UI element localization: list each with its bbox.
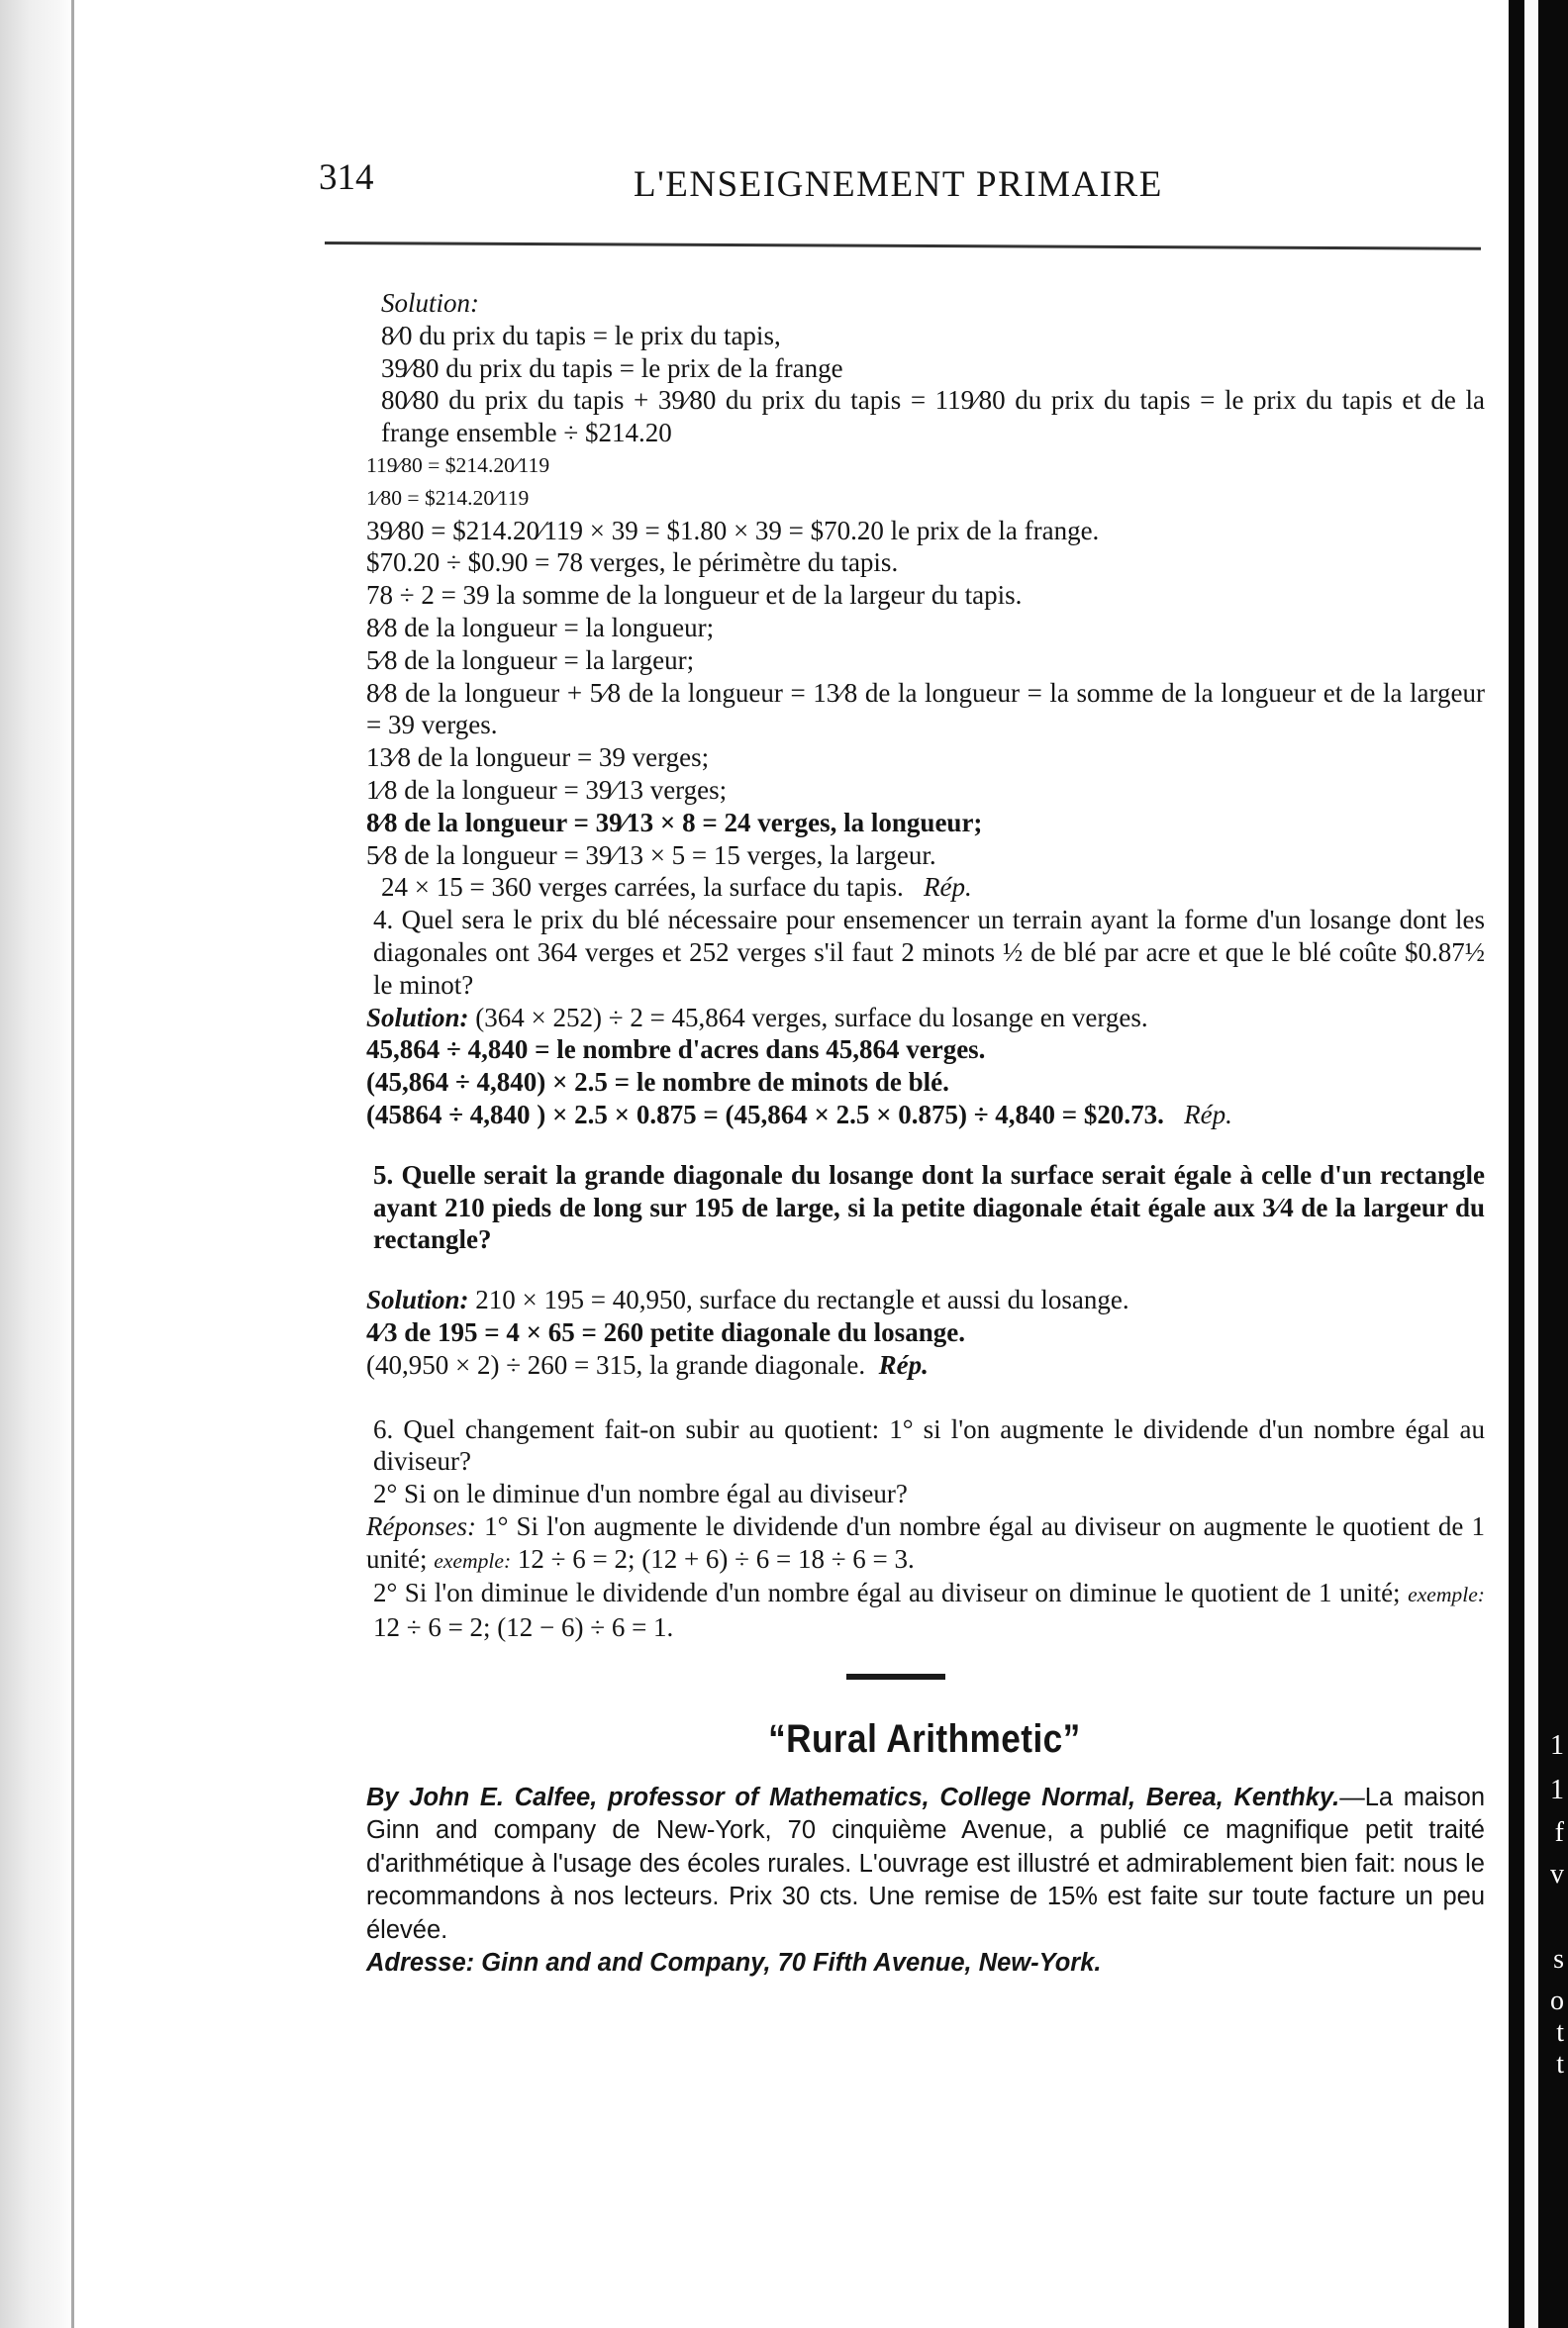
problem-4 <box>312 904 1485 1131</box>
edge-fragment: o <box>1550 1986 1564 2016</box>
solution-line: (364 × 252) ÷ 2 = 45,864 verges, surface du losange en verges. <box>475 1002 1148 1032</box>
solution-label: Solution: <box>366 1002 469 1032</box>
problem-question: 2° Si on le diminue d'un nombre égal au diviseur? <box>373 1479 908 1509</box>
header-rule <box>325 242 1481 250</box>
advert-text: —La maison Ginn and company de New-York, 70 cinquième Avenue, a publié ce magnifique petit traité d'arithmétique à l'usage des écoles rurales. L'ouvrage est illustré et admirablement bien fait: nous le recommandons à nos lecteurs. Prix 30 cts. Une remise de 15% est faite sur toute facture un peu élevée. <box>366 1783 1486 1944</box>
answers-label: Réponses: <box>366 1510 476 1541</box>
example-label: exemple: <box>1408 1583 1485 1607</box>
edge-fragment: 1 <box>1550 1730 1564 1761</box>
solution-line: 8⁄8 de la longueur = 39⁄13 × 8 = 24 verges, la longueur; <box>366 807 983 837</box>
spacer <box>312 1382 1485 1413</box>
solution-line: 5⁄8 de la longueur = 39⁄13 × 5 = 15 verges, la largeur. <box>366 839 936 870</box>
solution-line: 8⁄0 du prix du tapis = le prix du tapis, <box>381 320 781 350</box>
advert-byline: By John E. Calfee, professor of Mathematics, College Normal, Berea, Kenthky. <box>366 1783 1340 1811</box>
answer-mark: Rép. <box>924 872 972 903</box>
section-divider <box>312 1644 1485 1723</box>
scan-right-gap <box>1524 0 1538 2328</box>
solution-line: 78 ÷ 2 = 39 la somme de la longueur et de la largeur du tapis. <box>366 580 1023 611</box>
solution-line: 1⁄8 de la longueur = 39⁄13 verges; <box>366 774 728 805</box>
problem-3-solution <box>312 287 1485 904</box>
solution-line: 80⁄80 du prix du tapis + 39⁄80 du prix du tapis = 119⁄80 du prix du tapis = le prix du tapis et de la frange ensemble ÷ $214.20 <box>381 385 1485 448</box>
edge-fragment: s <box>1553 1944 1564 1975</box>
scan-gutter-line <box>71 0 74 2328</box>
problem-question: 6. Quel changement fait-on subir au quotient: 1° si l'on augmente le dividende d'un nombre égal au diviseur? <box>373 1413 1485 1477</box>
answer-text: 1° Si l'on augmente le dividende d'un nombre égal au diviseur on augmente le quotient de 1 unité; <box>366 1510 1485 1574</box>
edge-fragment: t <box>1556 2049 1564 2080</box>
edge-fragment: f <box>1554 1817 1564 1848</box>
problem-5 <box>312 1159 1485 1382</box>
solution-line: 119⁄80 = $214.20⁄119 <box>366 452 550 477</box>
solution-line: 45,864 ÷ 4,840 = le nombre d'acres dans 45,864 verges. <box>366 1034 986 1065</box>
example-text: 12 ÷ 6 = 2; (12 − 6) ÷ 6 = 1. <box>373 1612 674 1643</box>
solution-line: 4⁄3 de 195 = 4 × 65 = 260 petite diagonale du losange. <box>366 1316 965 1347</box>
page-body <box>312 287 1485 1981</box>
edge-fragment: t <box>1556 2017 1564 2048</box>
solution-line: 5⁄8 de la longueur = la largeur; <box>366 644 695 675</box>
solution-final: (40,950 × 2) ÷ 260 = 315, la grande diagonale. <box>366 1349 866 1380</box>
example-label: exemple: <box>434 1548 512 1573</box>
solution-final: (45864 ÷ 4,840 ) × 2.5 × 0.875 = (45,864 × 2.5 × 0.875) ÷ 4,840 = $20.73. <box>366 1099 1164 1129</box>
solution-label: Solution: <box>366 1285 469 1315</box>
problem-question: 4. Quel sera le prix du blé nécessaire pour ensemencer un terrain ayant la forme d'un losange dont les diagonales ont 364 verges et 252 verges s'il faut 2 minots ½ de blé par acre et que le blé coûte $0.87½ le minot? <box>373 905 1485 1000</box>
solution-line: 1⁄80 = $214.20⁄119 <box>366 485 530 510</box>
edge-fragment: 1 <box>1550 1775 1564 1805</box>
problem-question: 5. Quelle serait la grande diagonale du losange dont la surface serait égale à celle d'un rectangle ayant 210 pieds de long sur 195 de large, si la petite diagonale était égale aux 3⁄4 de la largeur du rectangle? <box>373 1159 1485 1255</box>
advertisement <box>312 1717 1486 1981</box>
page-number: 314 <box>319 157 374 198</box>
spacer <box>312 1256 1485 1284</box>
scan-right-edge <box>1509 0 1568 2328</box>
solution-line: 39⁄80 = $214.20⁄119 × 39 = $1.80 × 39 = $70.20 le prix de la frange. <box>366 515 1100 545</box>
solution-line: $70.20 ÷ $0.90 = 78 verges, le périmètre du tapis. <box>366 547 899 578</box>
example-text: 12 ÷ 6 = 2; (12 + 6) ÷ 6 = 18 ÷ 6 = 3. <box>517 1543 915 1574</box>
problem-6 <box>312 1413 1485 1645</box>
solution-line: 8⁄8 de la longueur + 5⁄8 de la longueur = 13⁄8 de la longueur = la somme de la longueur et de la largeur = 39 verges. <box>366 677 1485 740</box>
spacer <box>312 1131 1485 1159</box>
scan-left-margin <box>0 0 75 2328</box>
divider-bar <box>846 1674 945 1680</box>
running-head: L'ENSEIGNEMENT PRIMAIRE <box>634 164 1163 205</box>
solution-line: 39⁄80 du prix du tapis = le prix de la frange <box>381 352 843 383</box>
solution-line: 210 × 195 = 40,950, surface du rectangle et aussi du losange. <box>475 1285 1129 1315</box>
advert-address: Adresse: Ginn and and Company, 70 Fifth Avenue, New-York. <box>366 1949 1102 1978</box>
answer-text: 2° Si l'on diminue le dividende d'un nombre égal au diviseur on diminue le quotient de 1 unité; <box>373 1578 1401 1608</box>
solution-label: Solution: <box>381 288 479 318</box>
answer-mark: Rép. <box>1184 1099 1232 1129</box>
solution-final: 24 × 15 = 360 verges carrées, la surface du tapis. <box>381 872 904 903</box>
solution-line: 13⁄8 de la longueur = 39 verges; <box>366 742 710 773</box>
advert-title: “Rural Arithmetic” <box>768 1717 1081 1762</box>
solution-line: (45,864 ÷ 4,840) × 2.5 = le nombre de minots de blé. <box>366 1067 949 1098</box>
solution-line: 8⁄8 de la longueur = la longueur; <box>366 612 715 642</box>
answer-mark: Rép. <box>878 1349 929 1380</box>
edge-fragment: v <box>1550 1859 1564 1890</box>
